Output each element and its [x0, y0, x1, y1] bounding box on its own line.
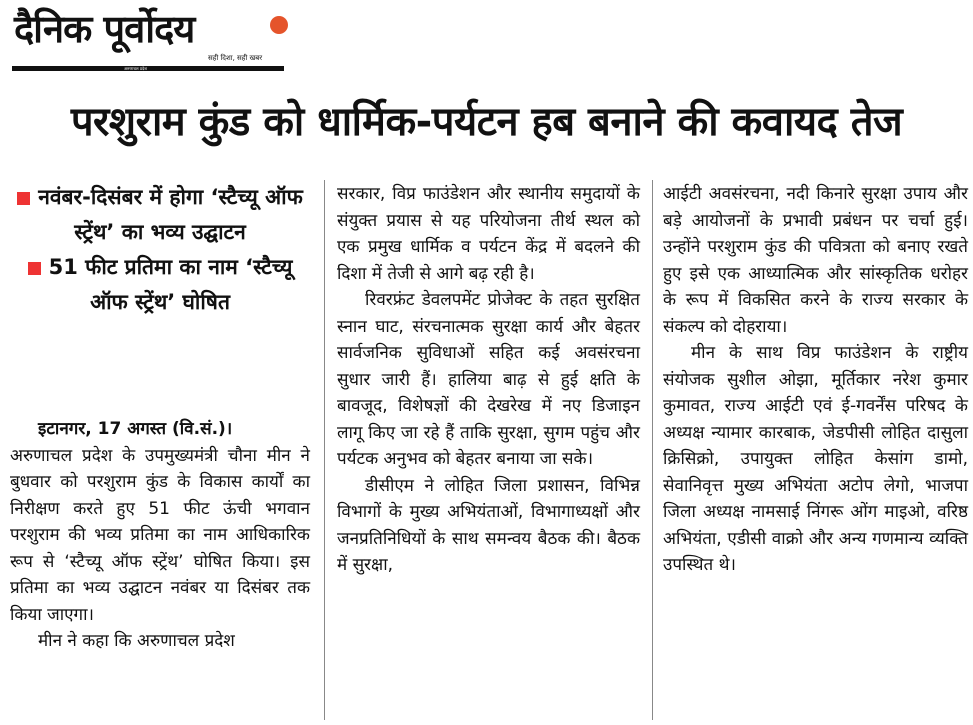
paragraph: डीसीएम ने लोहित जिला प्रशासन, विभिन्न विभागों के मुख्य अभियंताओं, विभागाध्यक्षों और जनप्रतिनिधियों के साथ समन्वय बैठक की। बैठक में सुरक्षा, — [337, 475, 640, 575]
headline: परशुराम कुंड को धार्मिक-पर्यटन हब बनाने की कवायद तेज — [70, 99, 903, 145]
newspaper-tagline: सही दिशा, सही खबर — [208, 54, 263, 62]
masthead-subline: अरुणाचल प्रदेश — [124, 66, 148, 71]
highlight-text: 51 फीट प्रतिमा का नाम ‘स्टैच्यू ऑफ स्ट्रेंथ’ घोषित — [48, 255, 293, 314]
paragraph: अरुणाचल प्रदेश के उपमुख्यमंत्री चौना मीन ने बुधवार को परशुराम कुंड के विकास कार्यों का निरीक्षण करते हुए 51 फीट ऊंची भगवान परशुराम की भव्य प्रतिमा का नाम आधिकारिक रूप से ‘स्टैच्यू ऑफ स्ट्रेंथ’ घोषित किया। इस प्रतिमा का भव्य उद्घाटन नवंबर या दिसंबर तक किया जाएगा। — [10, 445, 310, 625]
highlight-item — [10, 180, 310, 250]
paragraph: मीन ने कहा कि अरुणाचल प्रदेश — [38, 631, 235, 651]
paragraph: आईटी अवसंरचना, नदी किनारे सुरक्षा उपाय और बड़े आयोजनों के प्रभावी प्रबंधन पर चर्चा हुई। उन्होंने परशुराम कुंड की पवित्रता को बनाए रखते हुए इसे एक आध्यात्मिक और सांस्कृतिक धरोहर के रूप में विकसित करने के राज्य सरकार के संकल्प को दोहराया। — [663, 184, 968, 337]
paragraph: रिवरफ्रंट डेवलपमेंट प्रोजेक्ट के तहत सुरक्षित स्नान घाट, संरचनात्मक सुरक्षा कार्य और बेहतर सार्वजनिक सुविधाओं सहित कई अवसंरचना सुधार जारी हैं। हालिया बाढ़ से हुई क्षति के बावजूद, विशेषज्ञों की देखरेख में नए डिजाइन लागू किए जा रहे हैं ताकि सुरक्षा, सुगम पहुंच और पर्यटक अनुभव को बेहतर बनाया जा सके। — [337, 290, 640, 469]
column-divider — [652, 180, 653, 720]
masthead-bar — [12, 66, 284, 71]
paragraph: मीन के साथ विप्र फाउंडेशन के राष्ट्रीय संयोजक सुशील ओझा, मूर्तिकार नरेश कुमार कुमावत, राज्य आईटी एवं ई-गवर्नेंस परिषद के अध्यक्ष न्यामार कारबाक, जेडपीसी लोहित दासुला क्रिसिक्रो, उपायुक्त लोहित केसांग डामो, सेवानिवृत्त मुख्य अभियंता अटोप लेगो, भाजपा जिला अध्यक्ष नामसाई निंगरू ओंग माइओ, वरिष्ठ अभियंता, एडीसी वाक्रो और अन्य गणमान्य व्यक्ति उपस्थित थे। — [663, 343, 968, 575]
bullet-square-icon — [17, 192, 30, 205]
masthead — [12, 6, 284, 72]
paragraph: सरकार, विप्र फाउंडेशन और स्थानीय समुदायों के संयुक्त प्रयास से यह परियोजना तीर्थ स्थल को एक प्रमुख धार्मिक व पर्यटन केंद्र में बदलने की दिशा में तेजी से आगे बढ़ रही है। — [337, 184, 640, 284]
column-divider — [324, 180, 325, 720]
article-column-3 — [663, 181, 968, 579]
newspaper-logo: दैनिक पूर्वोदय — [14, 7, 195, 51]
highlights-box — [10, 180, 310, 320]
article-column-1 — [10, 416, 310, 655]
bullet-square-icon — [28, 262, 41, 275]
dateline: इटानगर, 17 अगस्त (वि.सं.)। — [38, 419, 233, 439]
logo-dot-icon — [270, 16, 288, 34]
highlight-item — [10, 250, 310, 320]
highlight-text: नवंबर-दिसंबर में होगा ‘स्टैच्यू ऑफ स्ट्रेंथ’ का भव्य उद्घाटन — [38, 185, 303, 244]
article-column-2 — [337, 181, 640, 579]
